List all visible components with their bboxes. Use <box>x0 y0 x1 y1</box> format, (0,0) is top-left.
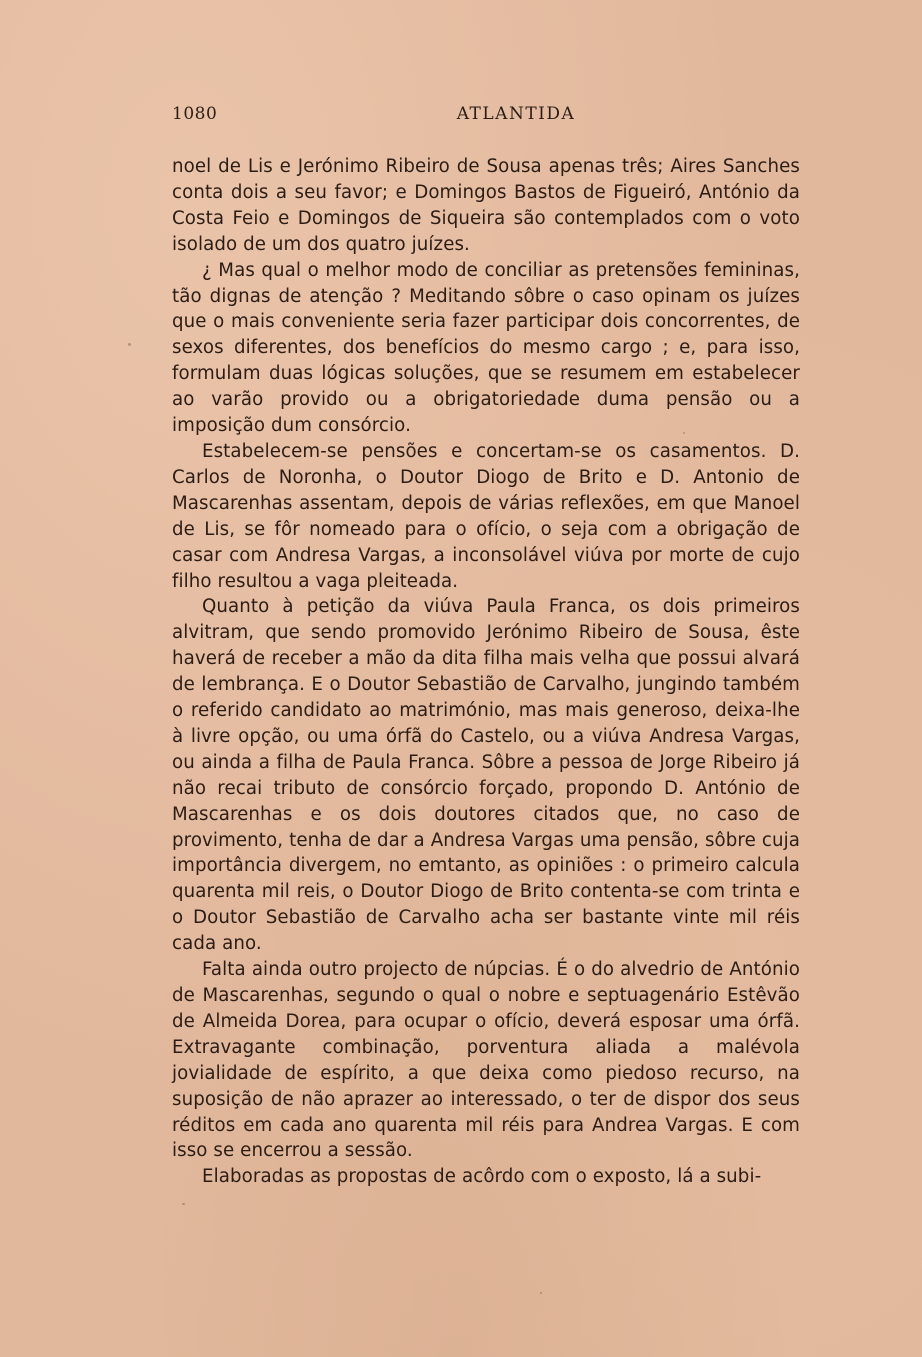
running-header <box>172 104 800 132</box>
paper-speck <box>683 432 685 434</box>
paragraph: ¿ Mas qual o melhor modo de conciliar as pretensões femininas, tão dignas de atenção ? Meditando sôbre o caso opinam os juízes que o mais conveniente seria fazer participar dois concorrentes, de sexos diferentes, dos benefícios do mesmo cargo ; e, para isso, formulam duas lógicas soluções, que se resumem em estabelecer ao varão provido ou a obrigatoriedade duma pensão ou a imposição dum consórcio. <box>172 259 800 437</box>
paper-speck <box>182 1203 185 1205</box>
paragraph: Estabelecem-se pensões e concertam-se os casamentos. D. Carlos de Noronha, o Doutor Diogo de Brito e D. Antonio de Mascarenhas assentam, depois de várias reflexões, em que Manoel de Lis, se fôr nomeado para o ofício, o seja com a obrigação de casar com Andresa Vargas, a inconsolável viúva por morte de cujo filho resultou a vaga pleiteada. <box>172 440 800 592</box>
paragraph: Quanto à petição da viúva Paula Franca, os dois primeiros alvitram, que sendo promovido Jerónimo Ribeiro de Sousa, êste haverá de receber a mão da dita filha mais velha que possui alvará de lembrança. E o Doutor Sebastião de Carvalho, jungindo também o referido candidato ao matrimónio, mas mais generoso, deixa-lhe à livre opção, ou uma órfã do Castelo, ou a viúva Andresa Vargas, ou ainda a filha de Paula Franca. Sôbre a pessoa de Jorge Ribeiro já não recai tributo de consórcio forçado, propondo D. António de Mascarenhas e os dois doutores citados que, no caso de provimento, tenha de dar a Andresa Vargas uma pensão, sôbre cuja importância divergem, no emtanto, as opiniões : o primeiro calcula quarenta mil reis, o Doutor Diogo de Brito contenta-se com trinta e o Doutor Sebastião de Carvalho acha ser bastante vinte mil réis cada ano. <box>172 596 800 955</box>
paragraph-continued: noel de Lis e Jerónimo Ribeiro de Sousa apenas três; Aires Sanches conta dois a seu favor; e Domingos Bastos de Figueiró, António da Costa Feio e Domingos de Siqueira são contemplados com o voto isolado de um dos quatro juízes. <box>172 156 800 255</box>
page-number: 1080 <box>172 104 218 124</box>
body-text <box>172 154 800 1190</box>
running-title: ATLANTIDA <box>456 104 576 124</box>
paper-speck <box>128 343 131 346</box>
paper-speck <box>540 1292 542 1294</box>
paragraph: Falta ainda outro projecto de núpcias. É o do alvedrio de António de Mascarenhas, segundo o qual o nobre e septuagenário Estêvão de Almeida Dorea, para ocupar o ofício, deverá esposar uma órfã. Extravagante combinação, porventura aliada a malévola jovialidade de espírito, a que deixa como piedoso recurso, na suposição de não aprazer ao interessado, o ter de dispor dos seus réditos em cada ano quarenta mil réis para Andrea Vargas. E com isso se encerrou a sessão. <box>172 959 800 1162</box>
paragraph-continues: Elaboradas as propostas de acôrdo com o exposto, lá a subi- <box>202 1166 762 1188</box>
